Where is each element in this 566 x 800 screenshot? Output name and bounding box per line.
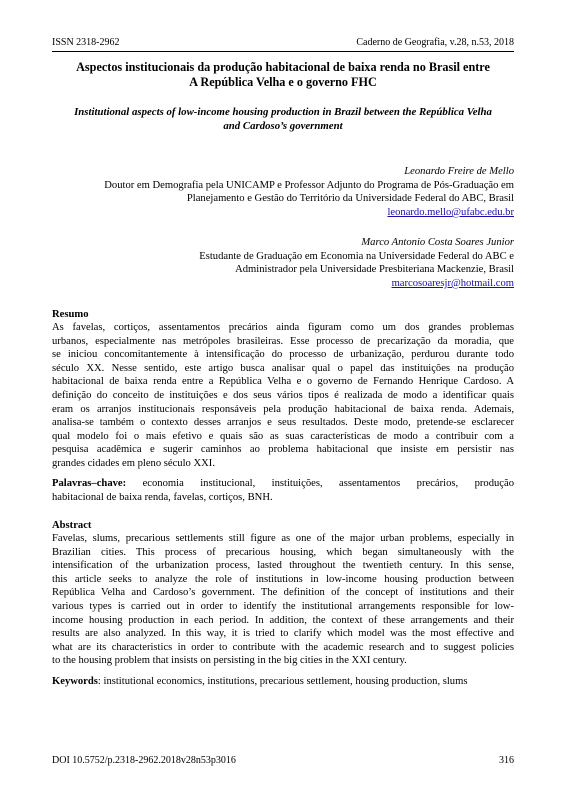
running-header — [52, 37, 514, 49]
journal-citation: Caderno de Geografia, v.28, n.53, 2018 — [356, 37, 514, 48]
author-affiliation: Doutor em Demografia pela UNICAMP e Professor Adjunto do Programa de Pós-Graduação em — [104, 179, 514, 191]
abstract-line: to the housing problem that insists on persisting in the big cities in the XXI century. — [52, 655, 407, 667]
abstract-line: results are also analyzed. In this way, it is tried to clarify which model was the most effective and — [52, 628, 514, 640]
keywords-text: : institutional economics, institutions, precarious settlement, housing production, slums — [97, 676, 468, 687]
author-email-link[interactable]: marcosoaresjr@hotmail.com — [391, 277, 514, 289]
abstract-line: income housing production in each period. In addition, the context of these arrangements and their — [52, 614, 514, 626]
resumo-line: urbanos, especialmente nas metrópoles brasileiras. Esse processo de precarização da moradia, que — [52, 335, 514, 347]
author-block-2 — [52, 236, 514, 290]
header-rule — [52, 51, 514, 52]
abstract-line: Brazilian cities. This process of precarious housing, which began simultaneously with the — [52, 546, 514, 558]
keywords-line — [52, 675, 514, 689]
abstract-line: República Velha and Cardoso’s government. The definition of the concept of institutions and their — [52, 587, 514, 599]
resumo-line: habitacional de baixa renda entre a República Velha e o governo de Fernando Henrique Cardoso. A — [52, 376, 514, 388]
page-number: 316 — [499, 755, 514, 766]
author-name: Leonardo Freire de Mello — [404, 166, 514, 177]
resumo-line: século XX. Nesse sentido, este artigo busca analisar qual o papel das instituições na produção — [52, 362, 514, 374]
resumo-heading: Resumo — [52, 309, 89, 320]
resumo-line: qual modelo foi o mais efetivo e quais são as suas características de modo a contribuir com a — [52, 430, 514, 442]
palavras-chave-line — [52, 477, 514, 491]
author-email-link[interactable]: leonardo.mello@ufabc.edu.br — [387, 206, 514, 218]
author-affiliation: Estudante de Graduação em Economia na Universidade Federal do ABC e — [199, 250, 514, 262]
resumo-line: As favelas, cortiços, assentamentos precários ainda figuram como um dos grandes problemas — [52, 322, 514, 333]
abstract-line: various types is carried out in order to identify the institutional arrangements responsible for low- — [52, 600, 514, 612]
author-block-1 — [52, 165, 514, 219]
resumo-body — [52, 321, 514, 471]
abstract-line: intensification of the urbanization process, lasted throughout the twentieth century. In this sense, — [52, 560, 514, 572]
abstract-body — [52, 532, 514, 668]
resumo-line: se iniciou concomitantemente à intensificação do processo de urbanização, perdurou durante todo — [52, 349, 514, 361]
resumo-line: definição do conceito de instituições e dos seus vários tipos é realizada de modo a identificar quais — [52, 389, 514, 401]
title-line: Aspectos institucionais da produção habitacional de baixa renda no Brasil entre — [76, 60, 490, 74]
author-affiliation: Administrador pela Universidade Presbiteriana Mackenzie, Brasil — [235, 264, 514, 276]
subtitle-line: and Cardoso’s government — [223, 120, 343, 132]
issn: ISSN 2318-2962 — [52, 37, 120, 48]
resumo-line: analisa-se também o contexto desses arranjos e seus resultados. Deste modo, pretende-se esclarecer — [52, 417, 514, 429]
palavras-chave-text: economia institucional, instituições, assentamentos precários, produção — [126, 478, 514, 489]
resumo-line: pesquisa acadêmica e sugerir caminhos ao problema habitacional que insiste em persistir nas — [52, 444, 514, 456]
keywords-label: Keywords — [52, 676, 98, 687]
author-name: Marco Antonio Costa Soares Junior — [361, 237, 514, 248]
abstract-heading: Abstract — [52, 520, 92, 531]
title-line: A República Velha e o governo FHC — [189, 75, 377, 89]
page-footer — [52, 755, 514, 767]
palavras-chave — [52, 477, 514, 504]
keywords — [52, 675, 514, 689]
subtitle-line: Institutional aspects of low-income housing production in Brazil between the República Velha — [74, 106, 492, 118]
resumo-line: eram os arranjos institucionais responsáveis pela produção habitacional de baixa renda. Ademais, — [52, 403, 514, 415]
doi: DOI 10.5752/p.2318-2962.2018v28n53p3016 — [52, 755, 236, 766]
palavras-chave-label: Palavras–chave: — [52, 478, 127, 489]
article-title — [52, 60, 514, 90]
abstract-line: Favelas, slums, precarious settlements still figure as one of the major urban problems, especially in — [52, 533, 514, 544]
abstract-line: what are its characteristics in order to contribute with the academic research and to suggest policies — [52, 641, 514, 653]
abstract-line: this article seeks to analyze the role of institutions in low-income housing production between — [52, 573, 514, 585]
english-title — [52, 105, 514, 133]
author-affiliation: Planejamento e Gestão do Território da Universidade Federal do ABC, Brasil — [186, 193, 514, 205]
palavras-chave-line: habitacional de baixa renda, favelas, cortiços, BNH. — [52, 491, 273, 503]
resumo-line: grandes cidades em pleno século XXI. — [52, 457, 215, 469]
